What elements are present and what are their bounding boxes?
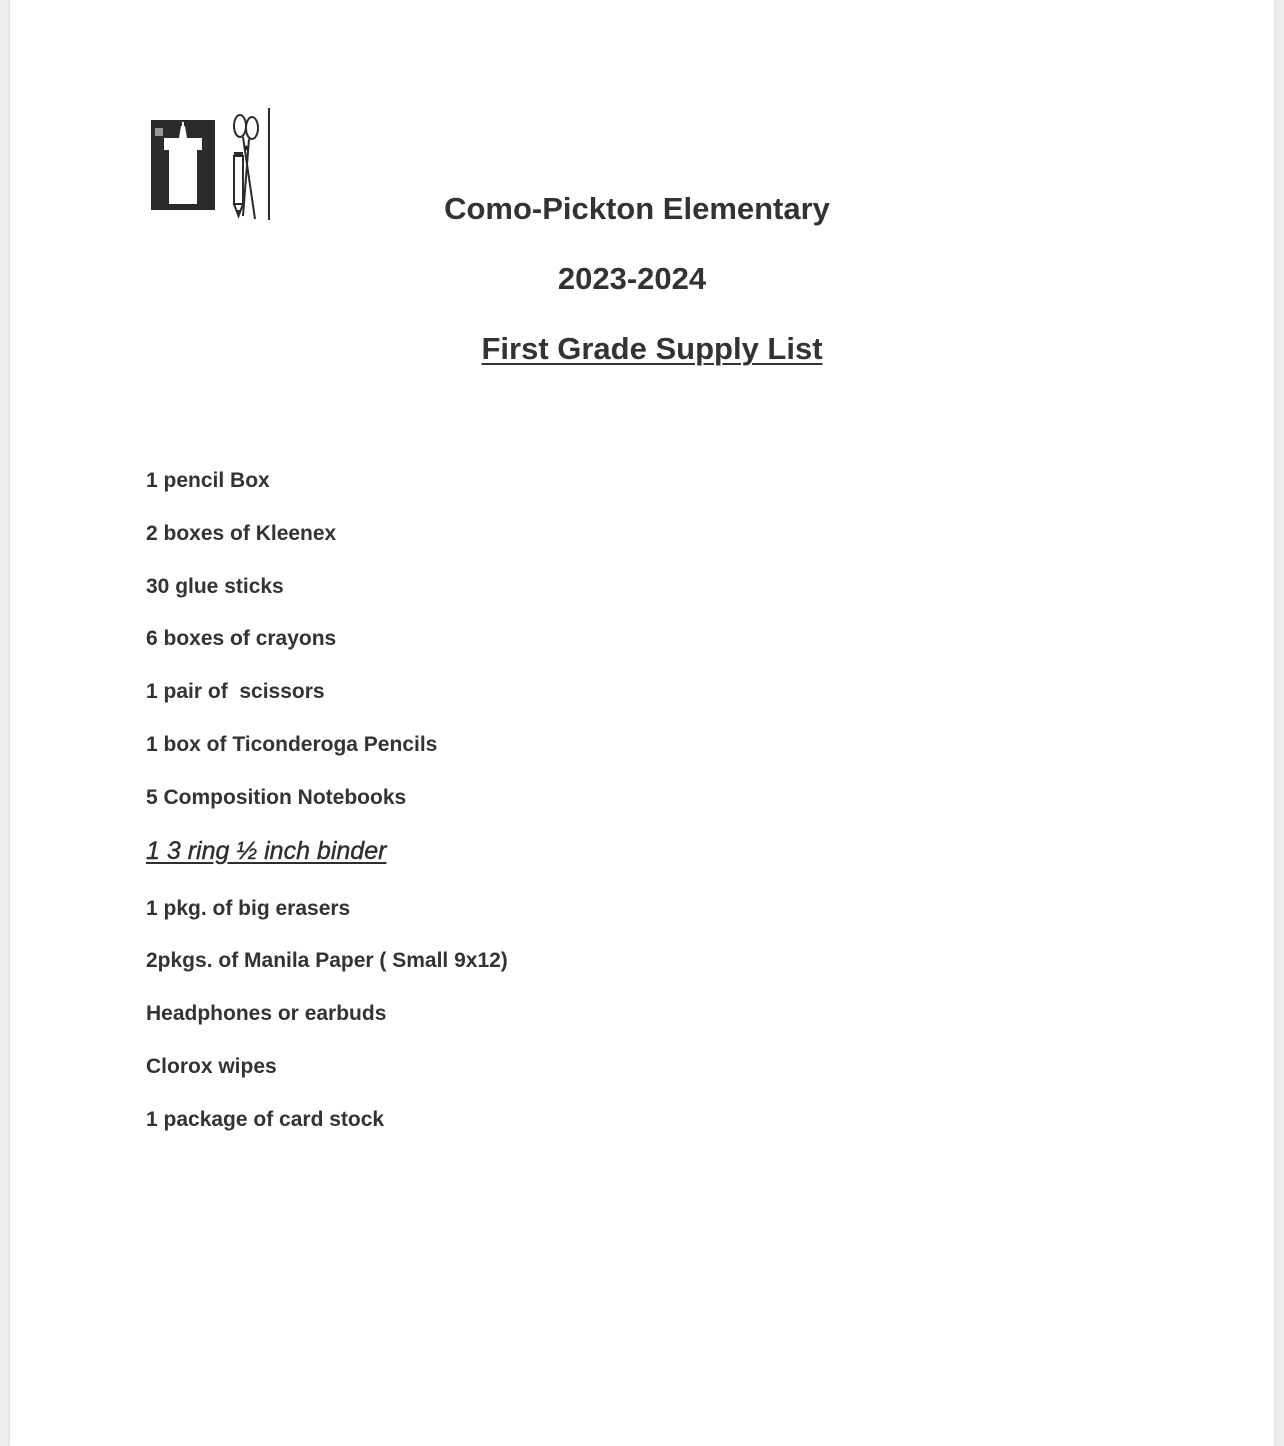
- list-item: Headphones or earbuds: [146, 1002, 387, 1026]
- school-name: Como-Pickton Elementary: [444, 191, 830, 226]
- list-item: 1 pair of scissors: [146, 680, 325, 704]
- list-item: 5 Composition Notebooks: [146, 785, 407, 809]
- list-item: 30 glue sticks: [146, 574, 284, 598]
- list-item: 2pkgs. of Manila Paper ( Small 9x12): [146, 949, 508, 973]
- list-item: 1 pkg. of big erasers: [146, 896, 351, 920]
- list-item: 6 boxes of crayons: [146, 627, 337, 651]
- list-title: First Grade Supply List: [481, 331, 823, 366]
- document-page: [10, 0, 1274, 1446]
- list-item: Clorox wipes: [146, 1054, 277, 1078]
- supply-list: [146, 466, 508, 1158]
- list-item: 1 pencil Box: [146, 469, 270, 492]
- list-item: 1 box of Ticonderoga Pencils: [146, 732, 438, 756]
- list-item: 2 boxes of Kleenex: [146, 521, 337, 545]
- school-year: 2023-2024: [557, 261, 707, 296]
- list-item-binder: 1 3 ring ½ inch binder: [146, 836, 387, 865]
- list-item: 1 package of card stock: [146, 1107, 385, 1131]
